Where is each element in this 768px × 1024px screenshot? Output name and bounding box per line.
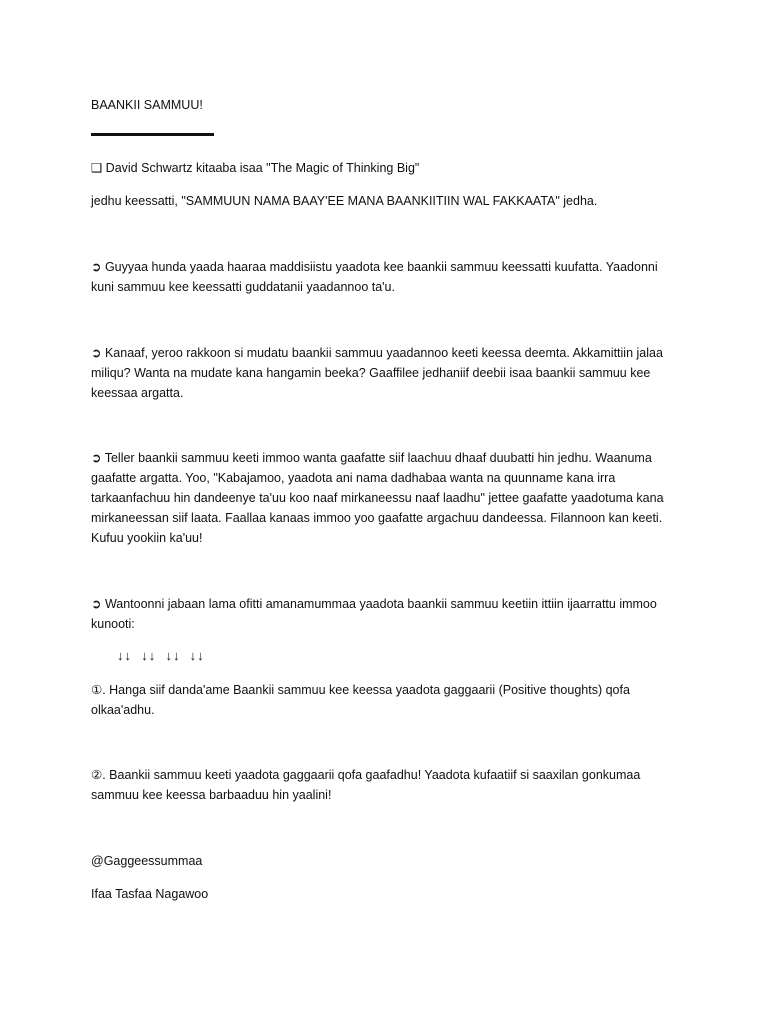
point-2 bbox=[91, 765, 681, 805]
paragraph-2-line: ➲ Kanaaf, yeroo rakkoon si mudatu baankii sammuu yaadannoo keeti keessa deemta. Akkamittiin jalaa bbox=[91, 346, 663, 360]
down-arrows-icon: ↓↓ ↓↓ ↓↓ ↓↓ bbox=[117, 648, 205, 663]
point-2-line: sammuu kee keessa barbaaduu hin yaalini! bbox=[91, 788, 332, 802]
paragraph-3-line: mirkaneessan siif laata. Faallaa kanaas immoo yoo gaafatte argachuu dandeessa. Filannoon kan keeti. bbox=[91, 511, 663, 525]
point-2-line: ②. Baankii sammuu keeti yaadota gaggaarii qofa gaafadhu! Yaadota kufaatiif si saaxilan gonkumaa bbox=[91, 768, 641, 782]
paragraph-4-line: kunooti: bbox=[91, 617, 135, 631]
title-underline bbox=[91, 133, 214, 136]
paragraph-3 bbox=[91, 448, 681, 548]
paragraph-3-line: gaafatte argatta. Yoo, "Kabajamoo, yaadota ani nama dadhabaa wanta na quunname kana irra bbox=[91, 471, 616, 485]
paragraph-1-line: ➲ Guyyaa hunda yaada haaraa maddisiistu yaadota kee baankii sammuu keessatti kuufatta. Yaadonni bbox=[91, 260, 658, 274]
paragraph-3-line: ➲ Teller baankii sammuu keeti immoo wanta gaafatte siif laachuu dhaaf duubatti hin jedhu. Waanuma bbox=[91, 451, 652, 465]
point-1-line: ①. Hanga siif danda'ame Baankii sammuu kee keessa yaadota gaggaarii (Positive thoughts) qofa bbox=[91, 683, 630, 697]
paragraph-2-line: keessaa argatta. bbox=[91, 386, 184, 400]
paragraph-3-line: tarkaanfachuu hin dandeenye ta'uu koo naaf mirkaneessu naaf laadhu" jettee gaafatte yaadotuma kana bbox=[91, 491, 664, 505]
intro-line-2: jedhu keessatti, "SAMMUUN NAMA BAAY'EE MANA BAANKIITIIN WAL FAKKAATA" jedha. bbox=[91, 194, 598, 208]
intro-line-1: ❑ David Schwartz kitaaba isaa "The Magic of Thinking Big" bbox=[91, 161, 420, 175]
paragraph-1-line: kuni sammuu kee keessatti guddatanii yaadannoo ta'u. bbox=[91, 280, 395, 294]
paragraph-1 bbox=[91, 257, 681, 297]
paragraph-2 bbox=[91, 343, 681, 403]
point-1 bbox=[91, 680, 681, 720]
document-title: BAANKII SAMMUU! bbox=[91, 98, 203, 112]
paragraph-3-line: Kufuu yookiin ka'uu! bbox=[91, 531, 203, 545]
author-name: Ifaa Tasfaa Nagawoo bbox=[91, 887, 209, 901]
author-handle: @Gaggeessummaa bbox=[91, 854, 203, 868]
paragraph-4 bbox=[91, 594, 681, 634]
paragraph-4-line: ➲ Wantoonni jabaan lama ofitti amanamummaa yaadota baankii sammuu keetiin ittiin ijaarrattu immoo bbox=[91, 597, 657, 611]
point-1-line: olkaa'adhu. bbox=[91, 703, 155, 717]
paragraph-2-line: miliqu? Wanta na mudate kana hangamin beeka? Gaaffilee jedhaniif deebii isaa baankii sammuu kee bbox=[91, 366, 651, 380]
